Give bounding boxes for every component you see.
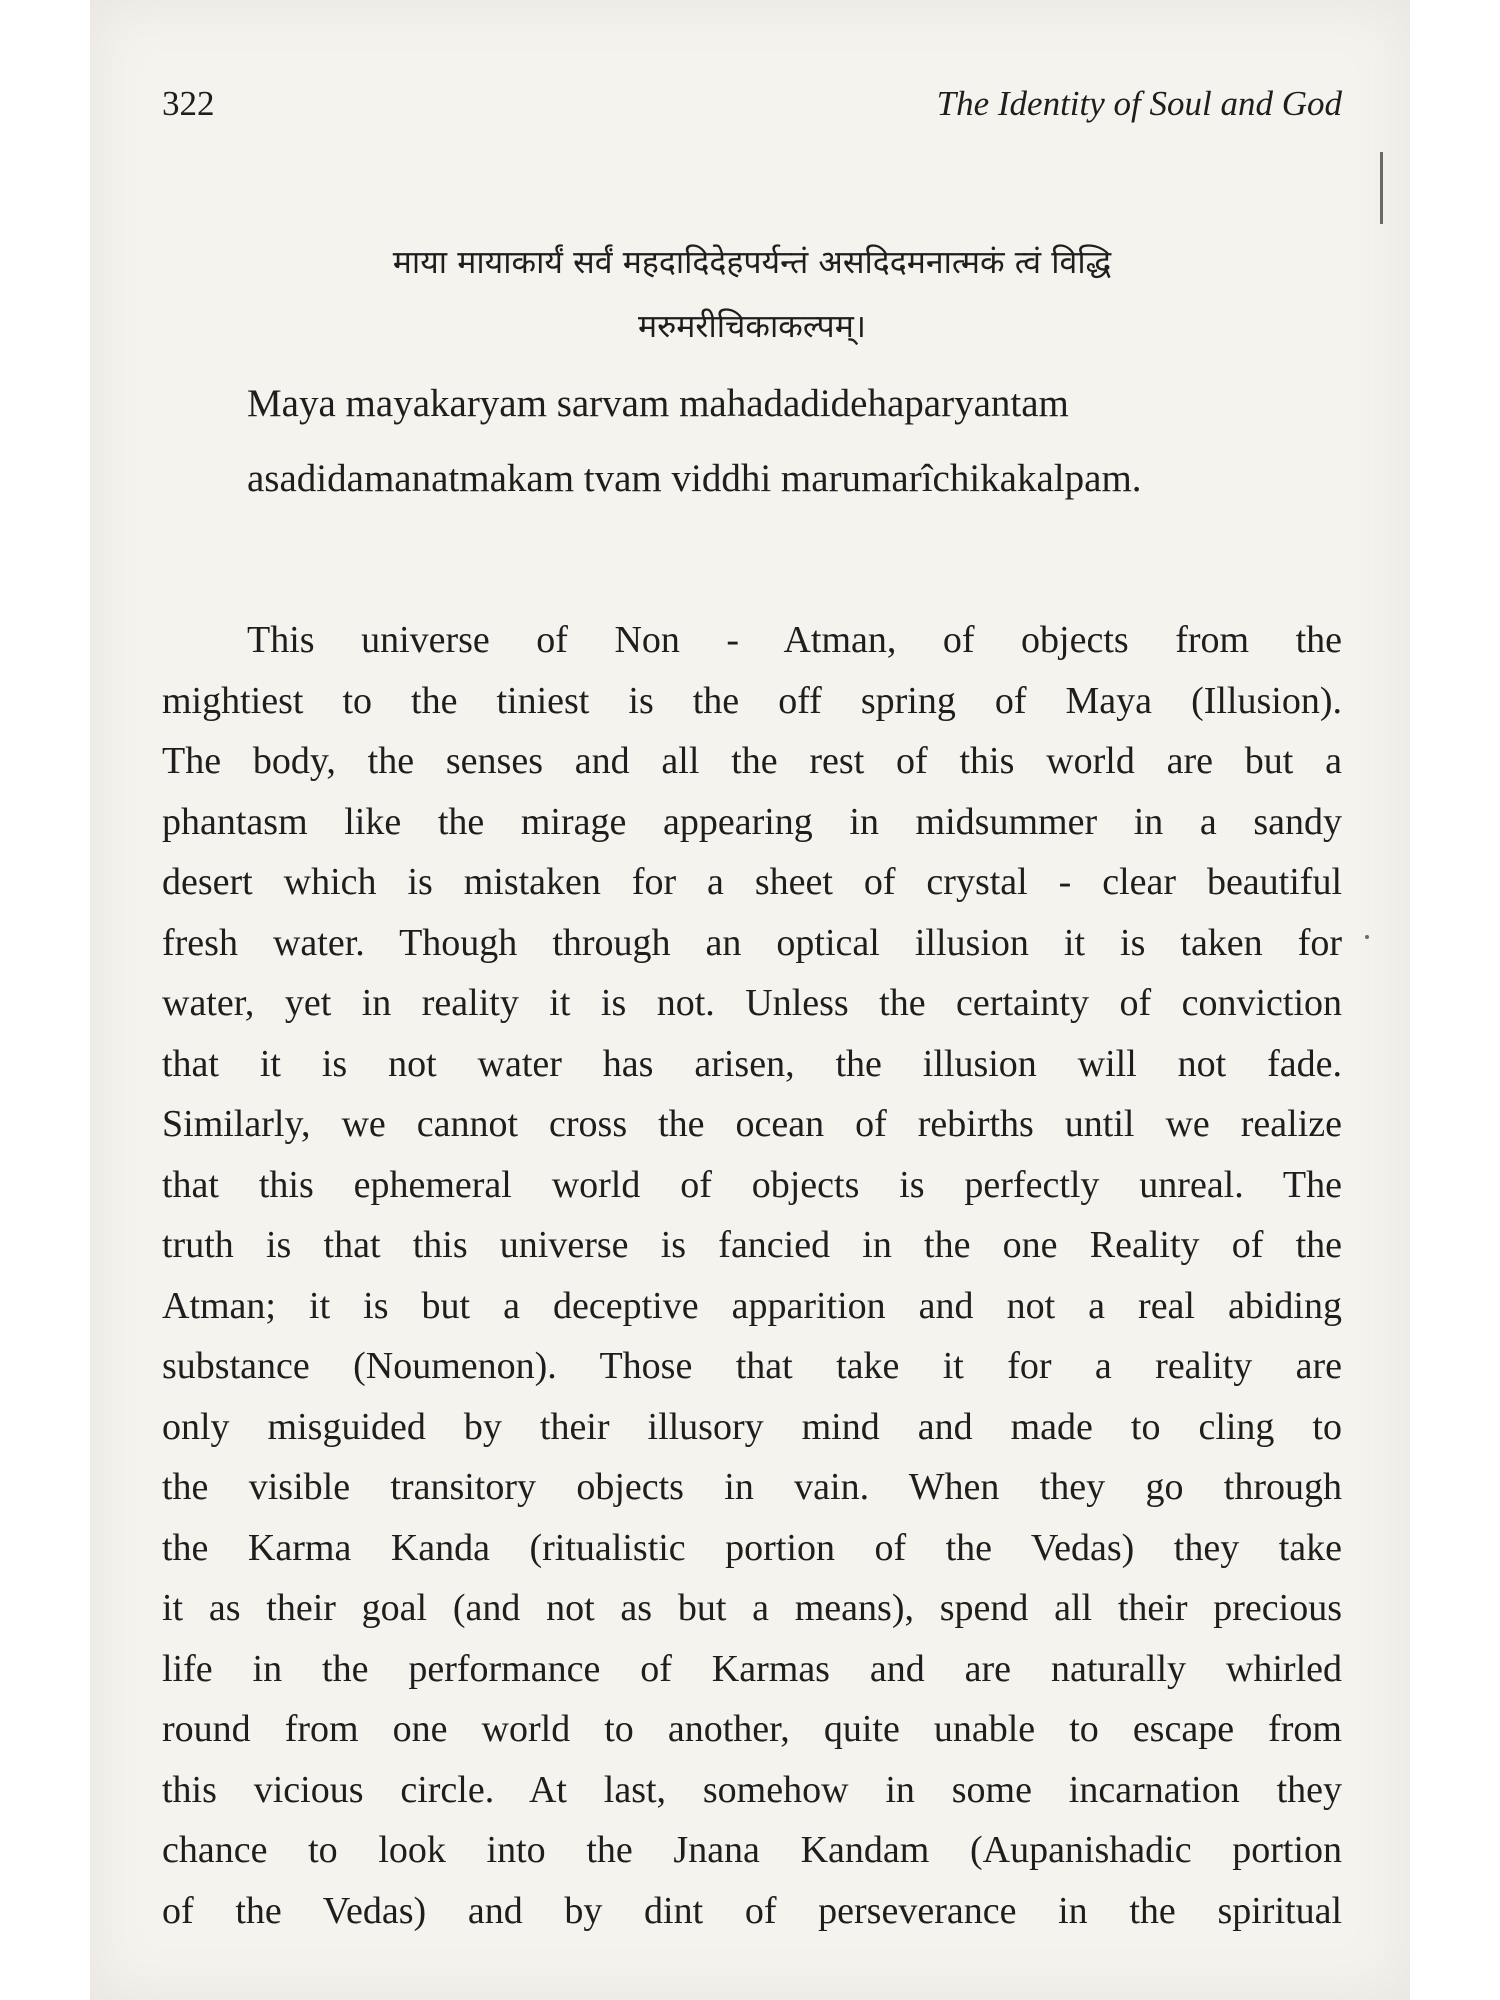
- paragraph-line: substance (Noumenon). Those that take it for a reality are: [162, 1345, 1342, 1387]
- paragraph-line: only misguided by their illusory mind and made to cling to: [162, 1405, 1342, 1448]
- paragraph-line: the visible transitory objects in vain. When they go through: [162, 1466, 1342, 1508]
- paragraph-line: The body, the senses and all the rest of this world are but a: [162, 740, 1342, 782]
- margin-dot: [1365, 935, 1369, 939]
- book-page: [90, 0, 1410, 2000]
- paragraph-line: it as their goal (and not as but a means), spend all their precious: [162, 1587, 1342, 1629]
- transliteration-line: asadidamanatmakam tvam viddhi marumarîchikakalpam.: [247, 457, 1142, 500]
- paragraph-line: truth is that this universe is fancied in the one Reality of the: [162, 1224, 1342, 1266]
- paragraph-line: chance to look into the Jnana Kandam (Aupanishadic portion: [162, 1829, 1342, 1871]
- paragraph-line: the Karma Kanda (ritualistic portion of the Vedas) they take: [162, 1526, 1342, 1569]
- paragraph-line: mightiest to the tiniest is the off spring of Maya (Illusion).: [162, 679, 1342, 722]
- paragraph-line: life in the performance of Karmas and are naturally whirled: [162, 1647, 1342, 1690]
- commentary-paragraph: [162, 610, 1342, 1941]
- paragraph-line: that this ephemeral world of objects is perfectly unreal. The: [162, 1163, 1342, 1206]
- paragraph-line: that it is not water has arisen, the illusion will not fade.: [162, 1042, 1342, 1085]
- paragraph-line: phantasm like the mirage appearing in midsummer in a sandy: [162, 800, 1342, 843]
- paragraph-line: water, yet in reality it is not. Unless the certainty of conviction: [162, 982, 1342, 1024]
- paragraph-line: This universe of Non - Atman, of objects from the: [247, 619, 1342, 661]
- paragraph-line: of the Vedas) and by dint of perseverance in the spiritual: [162, 1889, 1342, 1932]
- page-header: [162, 84, 1342, 134]
- page-number: 322: [162, 84, 215, 123]
- sanskrit-line: माया मायाकार्यं सर्वं महदादिदेहपर्यन्तं असदिदमनात्मकं त्वं विद्धि: [392, 243, 1112, 281]
- transliteration: [247, 366, 1342, 516]
- transliteration-line: Maya mayakaryam sarvam mahadadidehaparyantam: [247, 382, 1069, 425]
- paragraph-line: round from one world to another, quite unable to escape from: [162, 1708, 1342, 1750]
- paragraph-line: desert which is mistaken for a sheet of crystal - clear beautiful: [162, 861, 1342, 903]
- paragraph-line: Similarly, we cannot cross the ocean of rebirths until we realize: [162, 1103, 1342, 1145]
- running-head: The Identity of Soul and God: [936, 84, 1342, 123]
- sanskrit-verse: [162, 230, 1342, 358]
- paragraph-line: this vicious circle. At last, somehow in some incarnation they: [162, 1768, 1342, 1811]
- paragraph-line: fresh water. Though through an optical illusion it is taken for: [162, 921, 1342, 964]
- margin-mark: [1380, 152, 1383, 224]
- paragraph-line: Atman; it is but a deceptive apparition and not a real abiding: [162, 1284, 1342, 1327]
- sanskrit-line: मरुमरीचिकाकल्पम्।: [637, 307, 866, 345]
